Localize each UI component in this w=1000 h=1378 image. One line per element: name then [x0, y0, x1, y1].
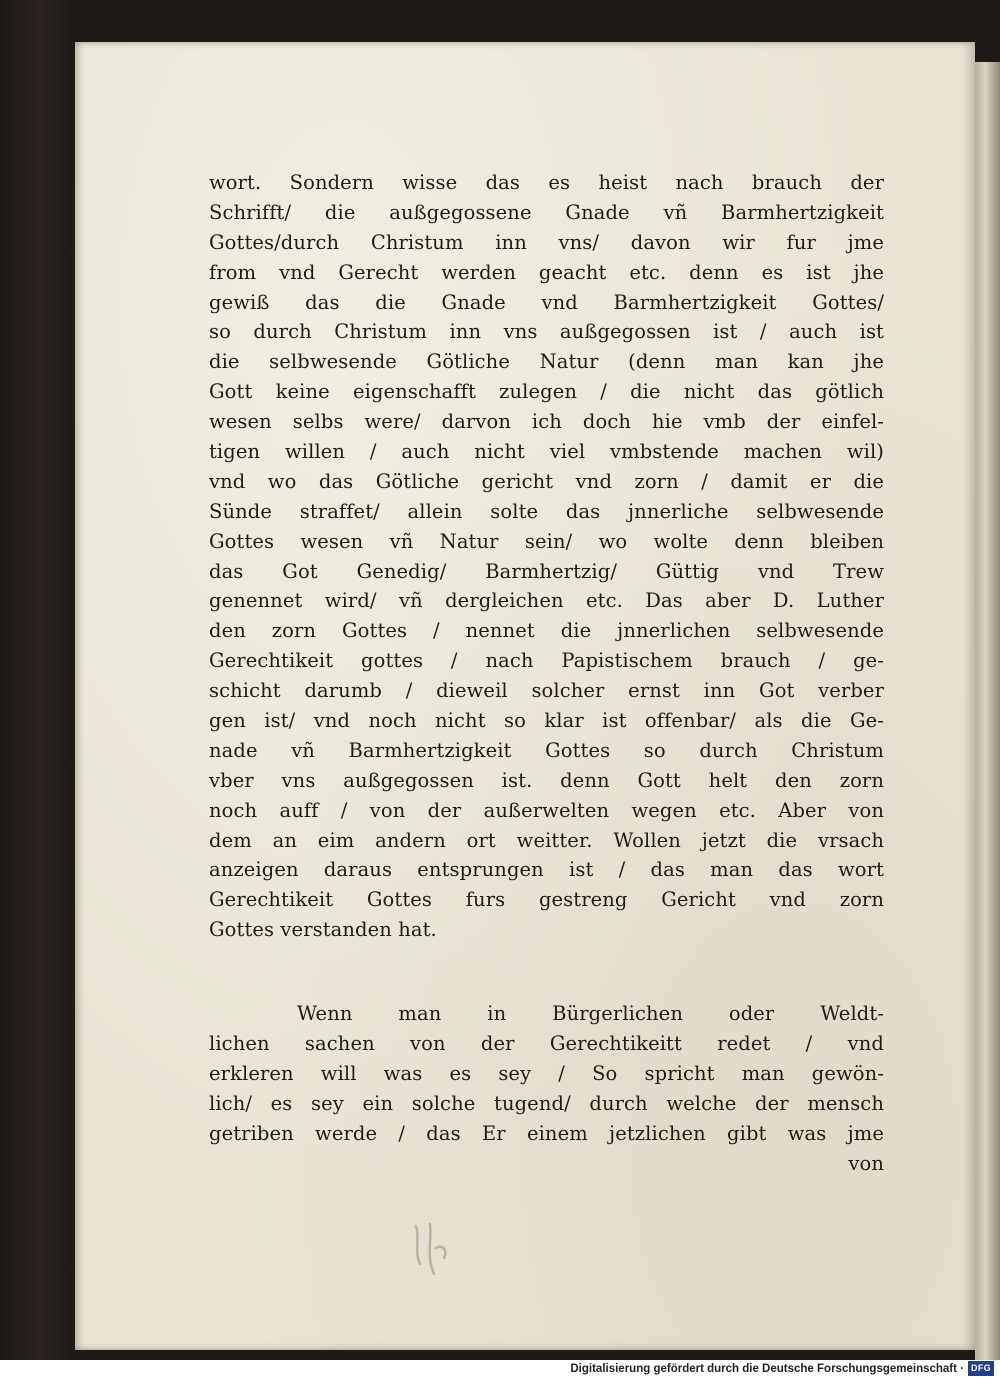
text-line: Gott keine eigenschafft zulegen / die nicht das götlich: [209, 380, 884, 404]
text-line: vnd wo das Götliche gericht vnd zorn / damit er die: [209, 469, 884, 493]
paragraph-2: [209, 999, 884, 1178]
text-line: die selbwesende Götliche Natur (denn man kan jhe: [209, 350, 884, 374]
text-line: gewiß das die Gnade vnd Barmhertzigkeit Gottes/: [209, 290, 884, 314]
text-line: Gottes verstanden hat.: [209, 918, 437, 942]
text-line: Sünde straffet/ allein solte das jnnerliche selbwesende: [209, 499, 884, 523]
text-line: from vnd Gerecht werden geacht etc. denn es ist jhe: [209, 260, 884, 284]
text-line: Gottes/durch Christum inn vns/ davon wir fur jme: [209, 230, 884, 254]
text-line: wort. Sondern wisse das es heist nach brauch der: [209, 171, 884, 194]
text-line: Gerechtikeit Gottes furs gestreng Gericht vnd zorn: [209, 888, 884, 912]
text-line: Gerechtikeit gottes / nach Papistischem brauch / ge-: [209, 649, 884, 673]
text-line: schicht darumb / dieweil solcher ernst inn Got verber: [209, 679, 884, 703]
text-line: noch auff / von der außerwelten wegen etc. Aber von: [209, 798, 884, 822]
text-line: Wenn man in Bürgerlichen oder Weldt-: [297, 1002, 884, 1026]
paragraph-gap: [209, 945, 884, 999]
page-text-block: [209, 168, 884, 1179]
text-line: wesen selbs were/ darvon ich doch hie vmb der einfel-: [209, 410, 884, 434]
text-line: vber vns außgegossen ist. denn Gott helt den zorn: [209, 768, 884, 792]
text-line: erkleren will was es sey / So spricht man gewön-: [209, 1061, 884, 1085]
text-line: gen ist/ vnd noch nicht so klar ist offenbar/ als die Ge-: [209, 709, 884, 733]
text-line: nade vñ Barmhertzigkeit Gottes so durch Christum: [209, 738, 884, 762]
text-line: lich/ es sey ein solche tugend/ durch welche der mensch: [209, 1091, 884, 1115]
text-line: genennet wird/ vñ dergleichen etc. Das aber D. Luther: [209, 589, 884, 613]
text-line: den zorn Gottes / nennet die jnnerlichen selbwesende: [209, 619, 884, 643]
paragraph-1: [209, 168, 884, 945]
faint-signature-mark: [406, 1218, 454, 1282]
dfg-logo: DFG: [968, 1361, 994, 1376]
text-line: das Got Genedig/ Barmhertzig/ Güttig vnd Trew: [209, 559, 884, 583]
text-line: Gottes wesen vñ Natur sein/ wo wolte denn bleiben: [209, 529, 884, 553]
text-line: getriben werde / das Er einem jetzlichen gibt was jme: [209, 1121, 884, 1145]
text-line: anzeigen daraus entsprungen ist / das man das wort: [209, 858, 884, 882]
text-line: so durch Christum inn vns außgegossen ist / auch ist: [209, 320, 884, 344]
text-line: tigen willen / auch nicht viel vmbstende machen wil): [209, 440, 884, 464]
text-line: Schrifft/ die außgegossene Gnade vñ Barmhertzigkeit: [209, 200, 884, 224]
text-line: dem an eim andern ort weitter. Wollen jetzt die vrsach: [209, 828, 884, 852]
text-line: lichen sachen von der Gerechtikeitt redet / vnd: [209, 1032, 884, 1056]
footer-credit: Digitalisierung gefördert durch die Deutsche Forschungsgemeinschaft ·: [570, 1363, 964, 1375]
catchword: von: [848, 1151, 884, 1175]
page-fold-edge: [975, 62, 1000, 1362]
